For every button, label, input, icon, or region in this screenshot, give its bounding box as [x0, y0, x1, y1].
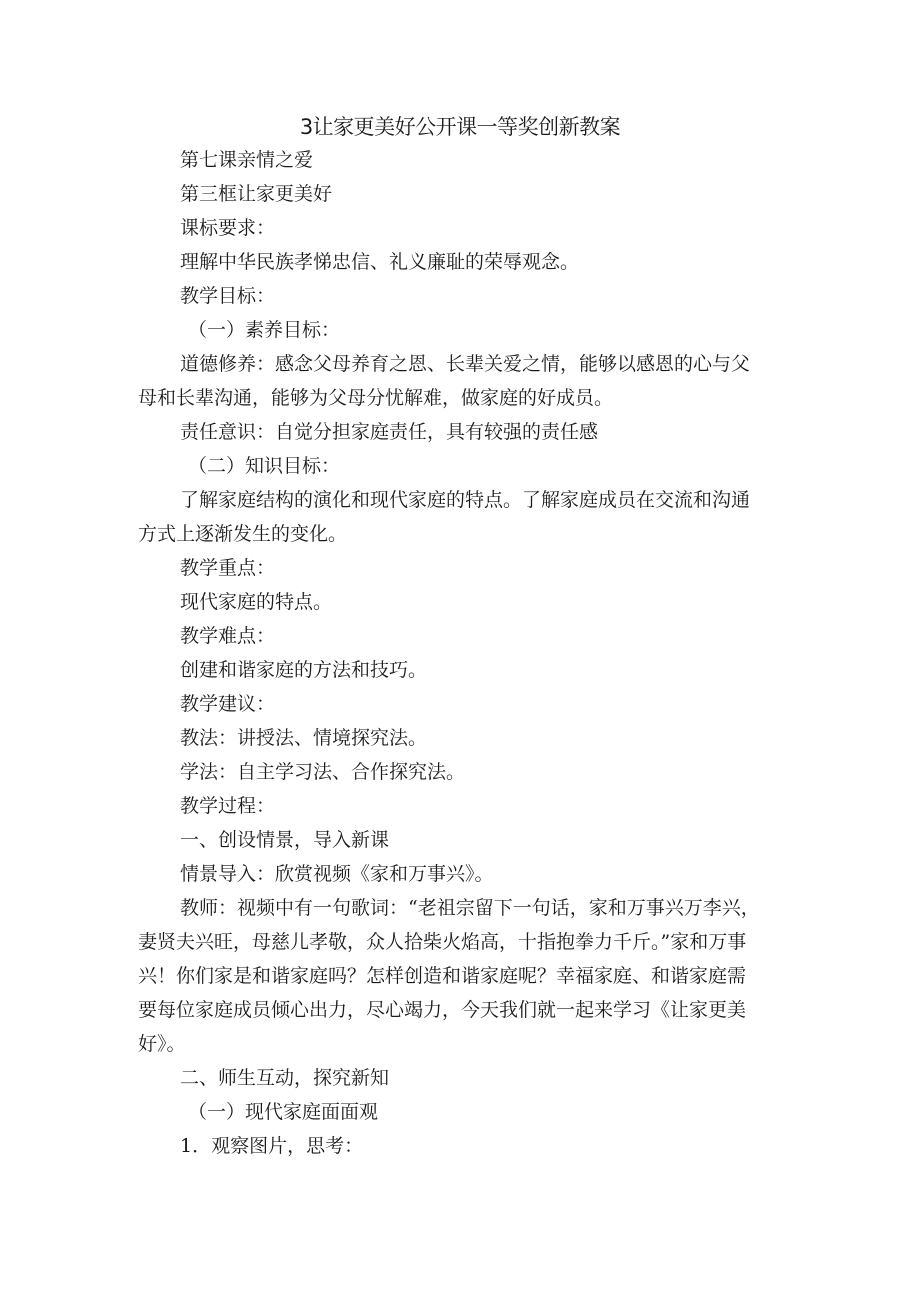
paragraph: 教师：视频中有一句歌词：“老祖宗留下一句话，家和万事兴万李兴，	[180, 897, 760, 919]
paragraph: 情景导入：欣赏视频《家和万事兴》。	[180, 863, 494, 885]
paragraph: 要每位家庭成员倾心出力，尽心竭力，今天我们就一起来学习《让家更美	[138, 999, 747, 1021]
document-title: 3让家更美好公开课一等奖创新教案	[299, 115, 621, 139]
paragraph: 母和长辈沟通，能够为父母分忧解难，做家庭的好成员。	[138, 387, 614, 409]
subheading: （一）素养目标：	[188, 319, 341, 341]
paragraph: 妻贤夫兴旺，母慈儿孝敬，众人拾柴火焰高，十指抱拳力千斤。”家和万事	[138, 931, 747, 953]
paragraph: 兴！你们家是和谐家庭吗？怎样创造和谐家庭呢？幸福家庭、和谐家庭需	[138, 965, 747, 987]
subheading: （一）现代家庭面面观	[188, 1101, 379, 1123]
paragraph: 学法：自主学习法、合作探究法。	[180, 761, 466, 783]
lesson-title: 第七课亲情之爱	[180, 149, 314, 171]
paragraph: 责任意识：自觉分担家庭责任，具有较强的责任感	[180, 421, 599, 443]
paragraph: 教法：讲授法、情境探究法。	[180, 727, 428, 749]
paragraph: 现代家庭的特点。	[180, 591, 333, 613]
paragraph: 创建和谐家庭的方法和技巧。	[180, 659, 428, 681]
heading-process: 教学过程：	[180, 795, 276, 817]
paragraph: 道德修养：感念父母养育之恩、长辈关爱之情，能够以感恩的心与父	[180, 353, 751, 375]
paragraph: 1．观察图片，思考：	[180, 1135, 364, 1157]
heading-curriculum: 课标要求：	[180, 217, 276, 239]
paragraph: 了解家庭结构的演化和现代家庭的特点。了解家庭成员在交流和沟通	[180, 489, 751, 511]
paragraph: 方式上逐渐发生的变化。	[138, 523, 348, 545]
subheading: 一、创设情景，导入新课	[180, 829, 390, 851]
heading-objectives: 教学目标：	[180, 285, 276, 307]
section-title: 第三框让家更美好	[180, 183, 333, 205]
paragraph: 好》。	[138, 1033, 186, 1055]
heading-key-points: 教学重点：	[180, 557, 276, 579]
subheading: 二、师生互动，探究新知	[180, 1067, 390, 1089]
paragraph: 理解中华民族孝悌忠信、礼义廉耻的荣辱观念。	[180, 251, 580, 273]
subheading: （二）知识目标：	[188, 455, 341, 477]
heading-suggestions: 教学建议：	[180, 693, 276, 715]
heading-difficulties: 教学难点：	[180, 625, 276, 647]
